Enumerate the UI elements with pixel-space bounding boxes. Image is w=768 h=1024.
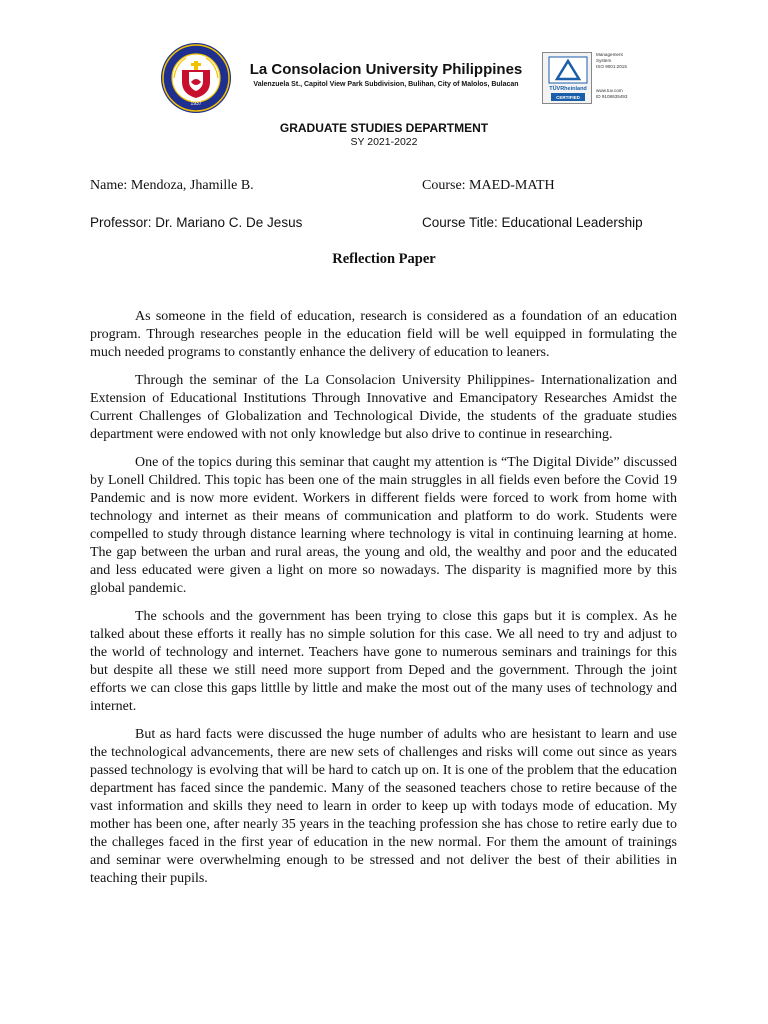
department-title: GRADUATE STUDIES DEPARTMENT [279, 121, 489, 135]
university-header [238, 60, 534, 89]
tuv-certified-label: CERTIFIED [556, 95, 580, 100]
paper-body [90, 308, 677, 898]
certification-details [596, 52, 642, 100]
seal-year: 1937 [190, 101, 202, 107]
university-name: La Consolacion University Philippines [249, 61, 523, 78]
paper-title: Reflection Paper [332, 251, 436, 267]
iso-certification-badge [542, 52, 642, 104]
cert-line: Management [596, 52, 623, 57]
school-year: SY 2021-2022 [350, 136, 418, 148]
paragraph: Through the seminar of the La Consolacion University Philippines- Internationalization and Extension of Educational Institutions Through Innovative and Emancipatory Researches Amidst the Current Challenges of Globalization and Technological Divide, the students of the graduate studies department were endowed with not only knowledge but also drive to continue in researching. [90, 373, 677, 442]
cert-line: System [596, 58, 612, 63]
paragraph: As someone in the field of education, research is considered as a foundation of an education program. Through researches people in the education field will be well equipped in formulating the much needed programs to constantly enhance the delivery of education to leaners. [90, 309, 677, 360]
cert-small-line: www.tuv.com [596, 88, 623, 93]
cert-line: ISO 9001:2015 [596, 64, 627, 69]
course: Course: MAED-MATH [422, 178, 555, 193]
student-name: Name: Mendoza, Jhamille B. [90, 178, 254, 193]
professor: Professor: Dr. Mariano C. De Jesus [90, 215, 303, 230]
university-address: Valenzuela St., Capitol View Park Subdivision, Bulihan, City of Malolos, Bulacan [253, 81, 519, 88]
tuv-brand: TÜVRheinland [549, 86, 587, 92]
university-seal-logo [160, 42, 232, 114]
course-title: Course Title: Educational Leadership [422, 215, 643, 230]
tuv-logo-box [542, 52, 592, 104]
paragraph: The schools and the government has been trying to close this gaps but it is complex. As he talked about these efforts it really has no simple solution for this case. We all need to try and adjust to the world of technology and internet. Teachers have gone to numerous seminars and trainings for this but despite all these we still need more support from Deped and the government. Through the joint efforts we can close this gaps littlle by little and make the most out of the many uses of technology and internet. [90, 609, 677, 714]
paragraph: But as hard facts were discussed the huge number of adults who are hesistant to learn and use the technological advancements, there are new sets of challenges and risks will come out since as years passed technology is evolving that will be hard to catch up on. It is one of the problem that the education department has faced since the pandemic. Many of the seasoned teachers chose to retire because of the vast information and skills they need to learn in order to keep up with todays mode of education. My mother has been one, after nearly 35 years in the teaching profession she has chose to retire early due to the challeges faced in the first year of education in the new normal. For them the amount of trainings and seminar were overwhelming enough to be stressed and not deliver the best of their abilities in teaching their pupils. [90, 727, 677, 886]
cert-small-line: ID 9108635493 [596, 94, 628, 99]
tuv-triangle-icon [543, 53, 593, 105]
paragraph: One of the topics during this seminar that caught my attention is “The Digital Divide” discussed by Lonell Childred. This topic has been one of the main struggles in all fields even before the Covid 19 Pandemic and is now more evident. Workers in different fields were forced to work from home with technology and internet as their means of communication and platform to do work. Students were compelled to study through distance learning where technology is vital in continuing learning at home. The gap between the urban and rural areas, the young and old, the wealthy and poor and the educated and less educated were given a light on more so nowadays. The disparity is magnified more by this global pandemic. [90, 455, 677, 596]
